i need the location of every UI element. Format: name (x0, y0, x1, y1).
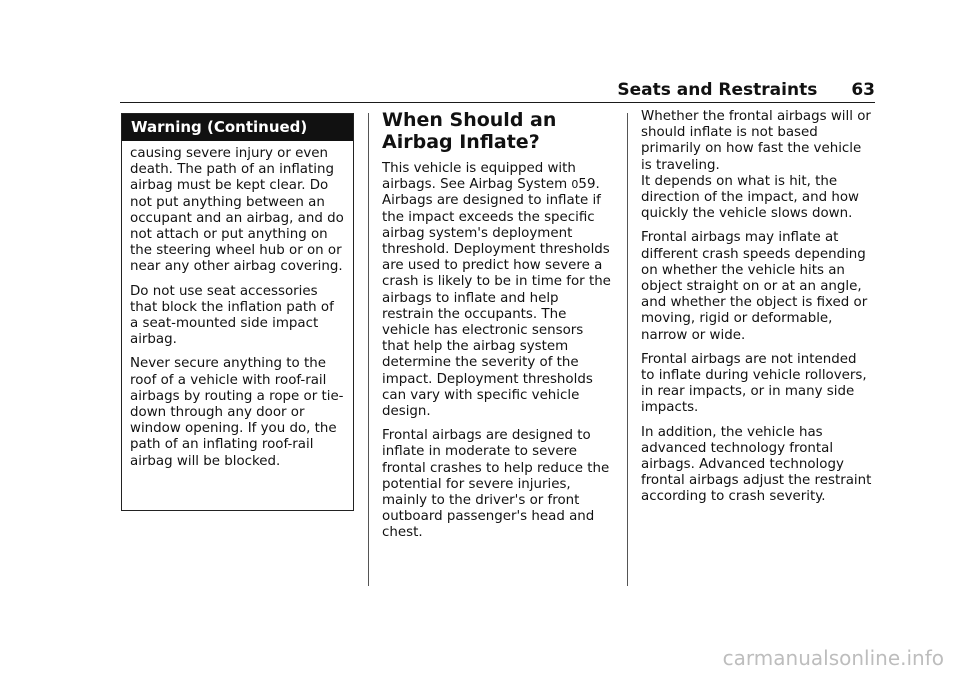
warning-title: Warning (Continued) (122, 114, 353, 141)
body-paragraph: Whether the frontal airbags will or should inflate is not based primarily on how fast the vehicle is traveling. (641, 109, 871, 173)
warning-paragraph: Do not use seat accessories that block the inflation path of a seat-mounted side impact airbag. (130, 283, 334, 348)
body-paragraph (382, 161, 614, 420)
warning-box (121, 113, 354, 511)
warning-paragraph: Never secure anything to the roof of a vehicle with roof-rail airbags by routing a rope or tie-down through any door or window opening. If you do, the path of an inflating roof-rail airbag will be blocked. (130, 356, 344, 469)
column-divider (627, 113, 628, 586)
section-title: Seats and Restraints (617, 80, 818, 100)
body-paragraph: Frontal airbags are not intended to inflate during vehicle rollovers, in rear impacts, or in many side impacts. (641, 351, 867, 416)
warning-body (122, 141, 353, 470)
watermark: carmanualsonline.info (722, 646, 944, 670)
paragraph-text: 59. Airbags are designed to inflate if the impact exceeds the specific airbag system's deployment threshold. Deployment thresholds are used to predict how severe a crash is likely to be in time for the airbags to inflate and help restrain the occupants. The vehicle has electronic sensors that help the airbag system determine the severity of the impact. Deployment thresholds can vary with specific vehicle design. (382, 177, 611, 420)
body-paragraph: It depends on what is hit, the direction of the impact, and how quickly the vehicle slows down. (641, 173, 860, 222)
page-number: 63 (851, 80, 875, 100)
right-column (641, 109, 873, 514)
column-divider (368, 113, 369, 586)
warning-paragraph: causing severe injury or even death. The path of an inflating airbag must be kept clear. Do not put anything between an occupant and an airbag, and do not attach or put anything on the steering wheel hub or on or near any other airbag covering. (130, 146, 344, 275)
body-paragraph: Frontal airbags are designed to inflate in moderate to severe frontal crashes to help reduce the potential for severe injuries, mainly to the driver's or front outboard passenger's head and chest. (382, 428, 610, 541)
section-heading: When Should an Airbag Inflate? (382, 109, 557, 153)
page-ref-arrow-icon: 0 (571, 178, 579, 192)
middle-column (382, 109, 614, 550)
paragraph-text: This vehicle is equipped with airbags. See Airbag System (382, 161, 576, 193)
body-paragraph: In addition, the vehicle has advanced technology frontal airbags. Advanced technology frontal airbags adjust the restraint according to crash severity. (641, 424, 872, 505)
body-paragraph: Frontal airbags may inflate at different crash speeds depending on whether the vehicle hits an object straight on or at an angle, and whether the object is fixed or moving, rigid or deformable, narrow or wide. (641, 230, 868, 343)
page-header (120, 81, 875, 103)
